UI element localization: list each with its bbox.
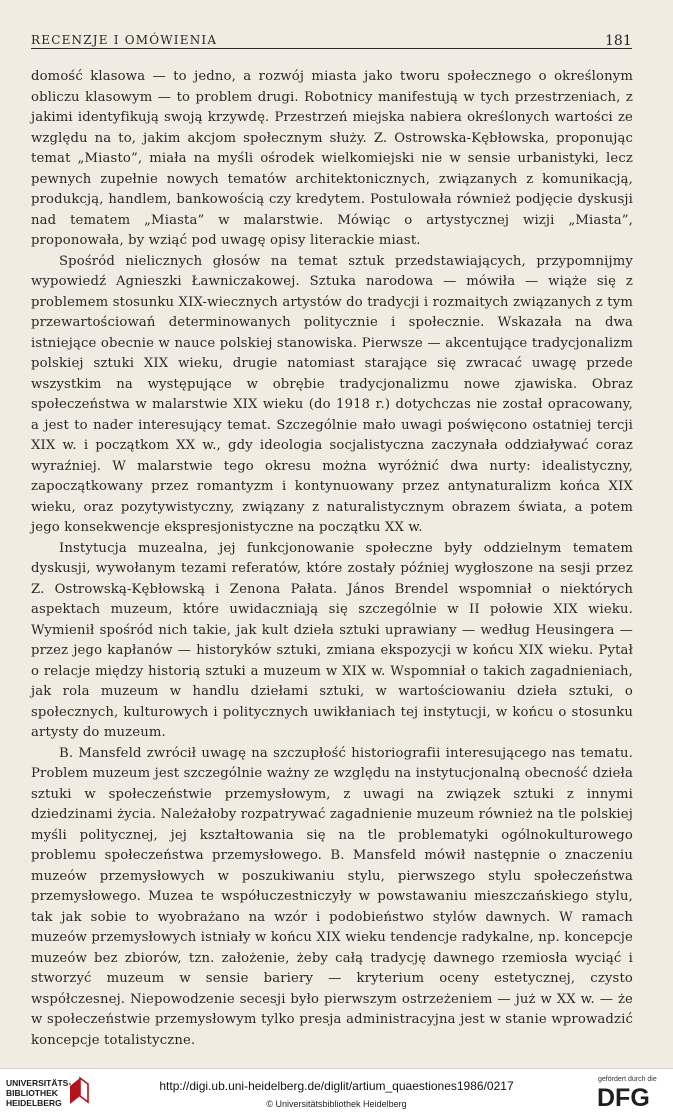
page-number: 181 <box>605 33 632 49</box>
running-head: RECENZJE I OMÓWIENIA <box>31 33 218 47</box>
library-name-line3: HEIDELBERG <box>6 1098 62 1108</box>
library-name-line2: BIBLIOTHEK <box>6 1088 58 1098</box>
paragraph-3: Instytucja muzealna, jej funkcjonowanie społeczne były oddzielnym tematem dyskusji, wywołanym tezami referatów, które zostały później wygłoszone na sesji przez Z. Ostrowską-Kębłowską i Zenona Pałata. János Brendel wspomniał o niektórych aspektach muzeum, które uwidaczniają się szczególnie w II połowie XIX wieku. Wymienił spośród nich takie, jak kult dzieła sztuki uprawiany — według Heusingera — przez jego kapłanów — historyków sztuki, zmiana ekspozycji w końcu XIX wieku. Pytał o relacje między historią sztuki a muzeum w XIX w. Wspomniał o takich zagadnieniach, jak rola muzeum w handlu dziełami sztuki, w wartościowaniu dzieła sztuki, o społecznych, kulturowych i politycznych uwikłaniach tej instytucji, w końcu o stosunku artysty do muzeum. <box>31 540 633 740</box>
article-body <box>31 67 633 1051</box>
library-name-line1: UNIVERSITÄTS- <box>6 1078 72 1088</box>
permalink-url[interactable]: http://digi.ub.uni-heidelberg.de/diglit/artium_quaestiones1986/0217 <box>159 1079 514 1093</box>
paragraph-1: domość klasowa — to jedno, a rozwój miasta jako tworu społecznego o określonym obliczu klasowym — to problem drugi. Robotnicy manifestują w tych przestrzeniach, z jakimi identyfikują swoją krzywdę. Przestrzeń miejska nabiera określonych wartości ze względu na to, jakim akcjom społecznym służy. Z. Ostrowska-Kębłowska, proponując temat „Miasto”, miała na myśli ośrodek wielkomiejski nie w sensie urbanistyki, lecz pewnych zupełnie nowych tematów architektonicznych, związanych z komunikacją, produkcją, handlem, bankowością czy kredytem. Postulowała również podjęcie dyskusji nad tematem „Miasta” w malarstwie. Mówiąc o artystycznej wizji „Miasta”, proponowała, by wziąć pod uwagę opisy literackie miast. <box>31 69 633 248</box>
paragraph-4: B. Mansfeld zwrócił uwagę na szczupłość historiografii interesującego nas tematu. Problem muzeum jest szczególnie ważny ze względu na instytucjonalną obecność dzieła sztuki w społeczeństwie przemysłowym, z uwagi na związek sztuki z innymi dziedzinami życia. Należałoby rozpatrywać zagadnienie muzeum również na tle polskiej myśli politycznej, jej kształtowania się na tle problematyki ogólnokulturowego problemu społeczeństwa przemysłowego. B. Mansfeld mówił następnie o znaczeniu muzeów przemysłowych w poszukiwaniu stylu, pierwszego stylu społeczeństwa przemysłowego. Muzea te współuczestniczyły w powstawaniu mieszczańskiego stylu, tak jak sobie to wyobrażano na wzór i podobieństwo stylów dawnych. W ramach muzeów przemysłowych istniały w końcu XIX wieku tendencje radykalne, np. koncepcje muzeów bez zbiorów, tzn. założenie, żeby całą tradycję dawnego rzemiosła wyciąć i stworzyć muzeum w sensie bariery — kryterium oceny estetycznej, czysto współczesnej. Niepowodzenie secesji było pierwszym ostrzeżeniem — już w XX w. — że w społeczeństwie przemysłowym tylko presja administracyjna jest w stanie wprowadzić koncepcje totalistyczne. <box>31 745 633 1048</box>
funding-note: gefördert durch die <box>598 1076 657 1083</box>
copyright-notice: © Universitätsbibliothek Heidelberg <box>266 1099 407 1109</box>
viewer-footer <box>0 1068 673 1118</box>
dfg-logo[interactable]: DFG <box>597 1084 650 1112</box>
header-rule <box>31 48 632 49</box>
paragraph-2: Spośród nielicznych głosów na temat sztuk przedstawiających, przypomnijmy wypowiedź Agnieszki Ławniczakowej. Sztuka narodowa — mówiła — wiąże się z problemem stosunku XIX-wiecznych artystów do tradycji i rozmaitych związanych z tym przewartościowań determinowanych politycznie i społecznie. Wskazała na dwa istniejące obecnie w nauce polskiej stanowiska. Pierwsze — akcentujące tradycjonalizm polskiej sztuki XIX wieku, drugie natomiast starające się zwracać uwagę przede wszystkim na występujące w obrębie tradycjonalizmu nowe zjawiska. Obraz społeczeństwa w malarstwie XIX wieku (do 1918 r.) dotychczas nie został opracowany, a jest to nader interesujący temat. Szczególnie mało uwagi poświęcono ostatniej tercji XIX w. i początkom XX w., gdy ideologia socjalistyczna zaczynała oddziaływać coraz wyraźniej. W malarstwie tego okresu można wyróżnić dwa nurty: idealistyczny, zapoczątkowany przez romantyzm i kontynuowany przez antynaturalizm końca XIX wieku, oraz pozytywistyczny, związany z naturalistycznym obrazem świata, a potem jego konsekwencje ekspresjonistyczne na początku XX w. <box>31 253 633 535</box>
